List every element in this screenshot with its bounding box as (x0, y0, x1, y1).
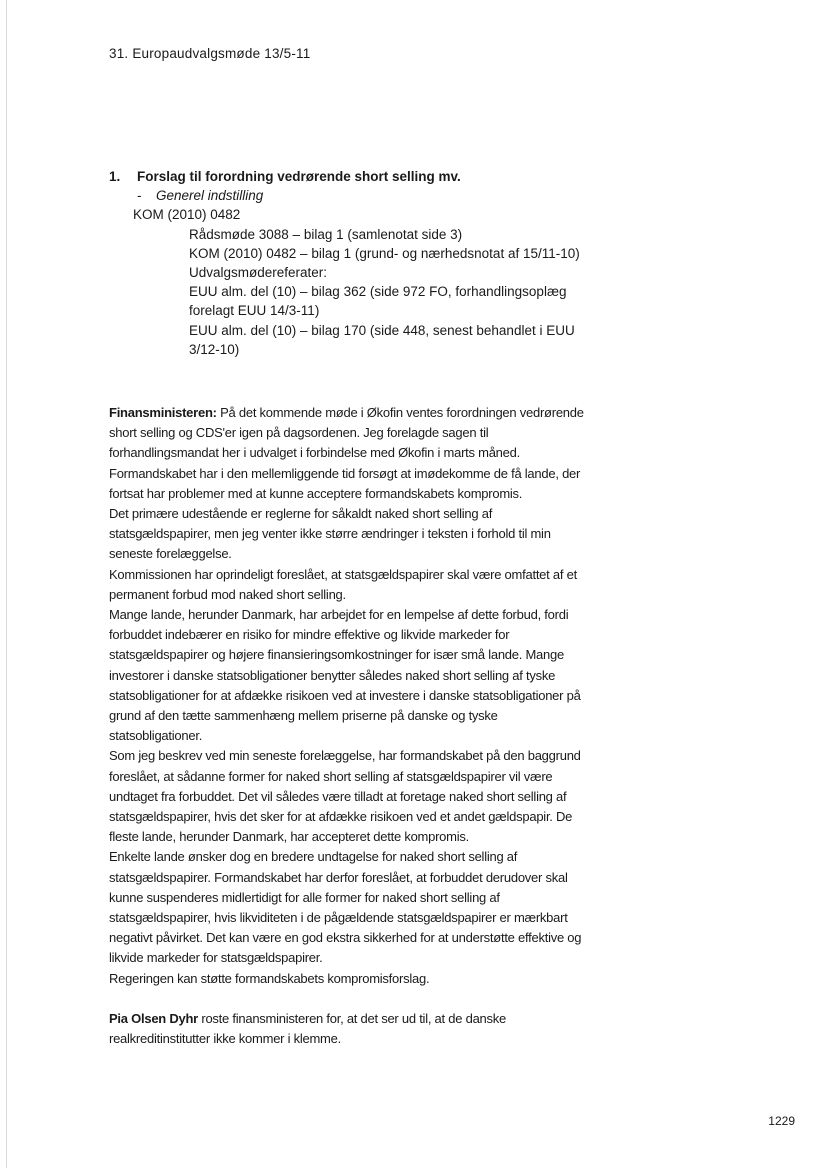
subtitle-dash: - (137, 188, 142, 204)
paragraph-text: roste finansministeren for, at det ser ud til, at de danske realkreditinstitutter ikke kommer i klemme. (109, 1010, 507, 1047)
statement-paragraph (109, 403, 589, 464)
reference-item: Udvalgsmødereferater: (189, 265, 328, 281)
statement-paragraph: Formandskabet har i den mellemliggende tid forsøgt at imødekomme de få lande, der fortsat har problemer med at kunne acceptere formandskabets kompromis. (109, 465, 581, 501)
statement-paragraph: Som jeg beskrev ved min seneste forelæggelse, har formandskabet på den baggrund foreslået, at sådanne former for naked short selling af statsgældspapirer vil være undtaget fra forbuddet. Det vil således være tilladt at foretage naked short selling af statsgældspapirer, hvis det sker for at afdække risikoen ved et andet gældspapir. De fleste lande, herunder Danmark, har accepteret dette kompromis. (109, 748, 581, 845)
statement-paragraph: Regeringen kan støtte formandskabets kompromisforslag. (109, 970, 430, 986)
minutes-body (109, 403, 589, 1049)
agenda-item (109, 167, 589, 359)
statement-paragraph: Mange lande, herunder Danmark, har arbejdet for en lempelse af dette forbud, fordi forbuddet indebærer en risiko for mindre effektive og likvide markeder for statsgældspapirer og højere finansieringsomkostninger for især små lande. Mange investorer i danske statsobligationer benytter således naked short selling af tyske statsobligationer for at afdække risikoen ved at investere i danske statsobligationer på grund af den tætte sammenhæng mellem priserne på danske og tyske statsobligationer. (109, 607, 581, 744)
statement-paragraph (109, 1009, 589, 1049)
statement-paragraph: Det primære udestående er reglerne for såkaldt naked short selling af statsgældspapirer, men jeg venter ikke større ændringer i teksten i forhold til min seneste forelæggelse. (109, 506, 551, 562)
scan-edge-line (6, 0, 7, 1168)
agenda-number: 1. (109, 169, 121, 184)
meeting-header: 31. Europaudvalgsmøde 13/5-11 (109, 46, 311, 61)
kom-reference: KOM (2010) 0482 (133, 207, 241, 223)
paragraph-gap (109, 989, 589, 1009)
speaker-name: Finansministeren: (109, 405, 217, 420)
statement-paragraph: Kommissionen har oprindeligt foreslået, at statsgældspapirer skal være omfattet af et permanent forbud mod naked short selling. (109, 566, 577, 602)
reference-item: EUU alm. del (10) – bilag 362 (side 972 FO, forhandlingsoplæg forelagt EUU 14/3-11) (189, 284, 567, 319)
speaker-name: Pia Olsen Dyhr (109, 1010, 198, 1026)
agenda-title (109, 167, 589, 186)
statement-paragraph: Enkelte lande ønsker dog en bredere undtagelse for naked short selling af statsgældspapirer. Formandskabet har derfor foreslået, at forbuddet derudover skal kunne suspenderes midlertidigt for alle former for naked short selling af statsgældspapirer, hvis likviditeten i de pågældende statsgældspapirer er mærkbart negativt påvirket. Det kan være en god ekstra sikkerhed for at understøtte effektive og likvide markeder for statsgældspapirer. (109, 849, 582, 966)
subtitle-text: Generel indstilling (156, 188, 264, 204)
page-number: 1229 (768, 1114, 795, 1128)
reference-list (109, 225, 589, 359)
reference-item: EUU alm. del (10) – bilag 170 (side 448, senest behandlet i EUU 3/12-10) (189, 322, 575, 357)
agenda-subtitle (109, 186, 589, 205)
reference-item: Rådsmøde 3088 – bilag 1 (samlenotat side 3) (189, 226, 463, 242)
paragraph-text: På det kommende møde i Økofin ventes forordningen vedrørende short selling og CDS'er igen på dagsordenen. Jeg forelagde sagen til forhandlingsmandat her i udvalget i forbindelse med Økofin i marts måned. (109, 405, 584, 461)
agenda-title-text: Forslag til forordning vedrørende short selling mv. (137, 169, 461, 184)
reference-item: KOM (2010) 0482 – bilag 1 (grund- og nærhedsnotat af 15/11-10) (189, 245, 580, 261)
